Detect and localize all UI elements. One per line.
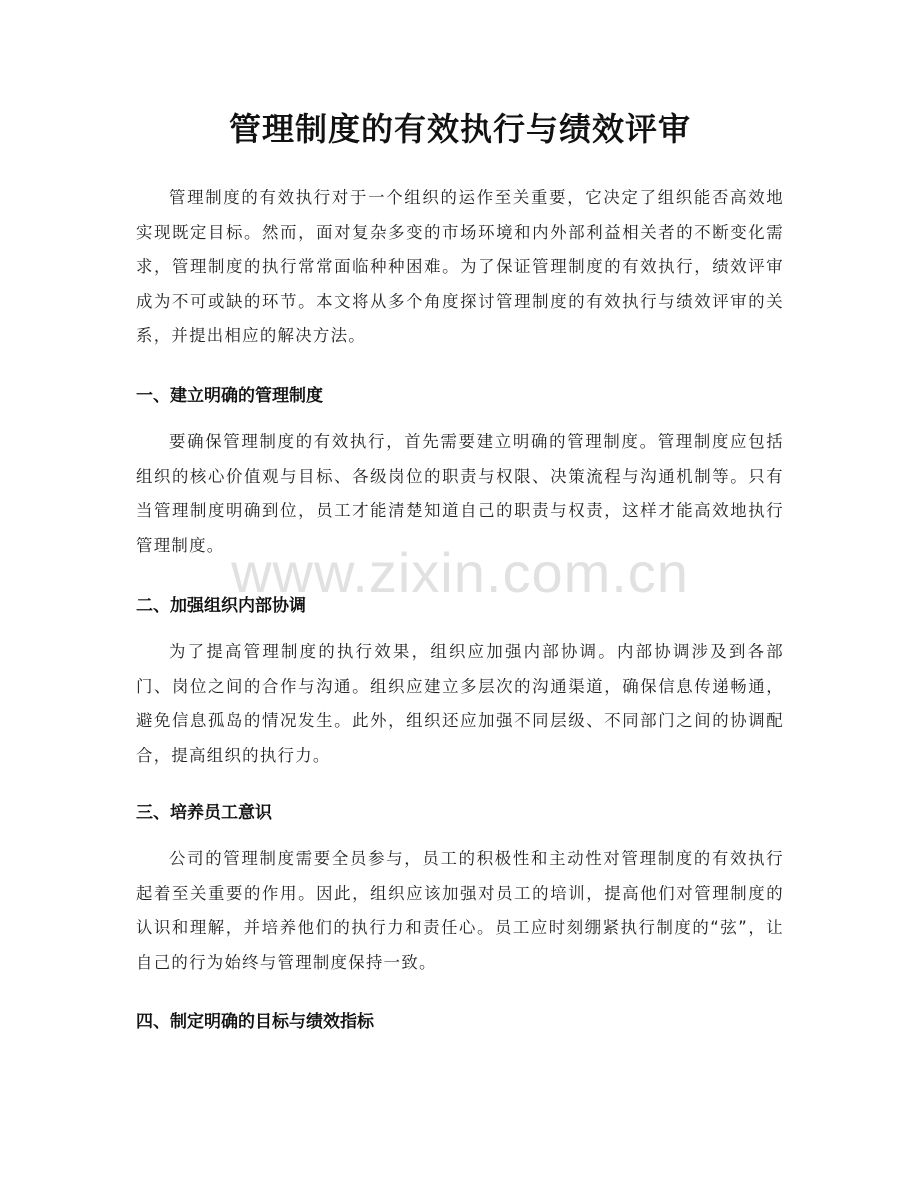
intro-paragraph: 管理制度的有效执行对于一个组织的运作至关重要，它决定了组织能否高效地实现既定目标。然而，面对复杂多变的市场环境和内外部利益相关者的不断变化需求，管理制度的执行常常面临种种困难。为了保证管理制度的有效执行，绩效评审成为不可或缺的环节。本文将从多个角度探讨管理制度的有效执行与绩效评审的关系，并提出相应的解决方法。 <box>136 188 784 346</box>
section-heading-1: 一、建立明确的管理制度 <box>136 386 323 406</box>
section-heading-3: 三、培养员工意识 <box>136 803 272 823</box>
section-body-3: 公司的管理制度需要全员参与，员工的积极性和主动性对管理制度的有效执行起着至关重要的作用。因此，组织应该加强对员工的培训，提高他们对管理制度的认识和理解，并培养他们的执行力和责任心。员工应时刻绷紧执行制度的“弦”，让自己的行为始终与管理制度保持一致。 <box>136 849 784 972</box>
section-body-1: 要确保管理制度的有效执行，首先需要建立明确的管理制度。管理制度应包括组织的核心价值观与目标、各级岗位的职责与权限、决策流程与沟通机制等。只有当管理制度明确到位，员工才能清楚知道自己的职责与权责，这样才能高效地执行管理制度。 <box>136 432 784 555</box>
section-heading-2: 二、加强组织内部协调 <box>136 596 306 616</box>
section-body-2: 为了提高管理制度的执行效果，组织应加强内部协调。内部协调涉及到各部门、岗位之间的合作与沟通。组织应建立多层次的沟通渠道，确保信息传递畅通，避免信息孤岛的情况发生。此外，组织还应加强不同层级、不同部门之间的协调配合，提高组织的执行力。 <box>136 642 784 765</box>
document-title: 管理制度的有效执行与绩效评审 <box>228 110 691 148</box>
watermark: www.zixin.com.cn <box>231 541 689 604</box>
section-heading-4: 四、制定明确的目标与绩效指标 <box>136 1012 374 1032</box>
